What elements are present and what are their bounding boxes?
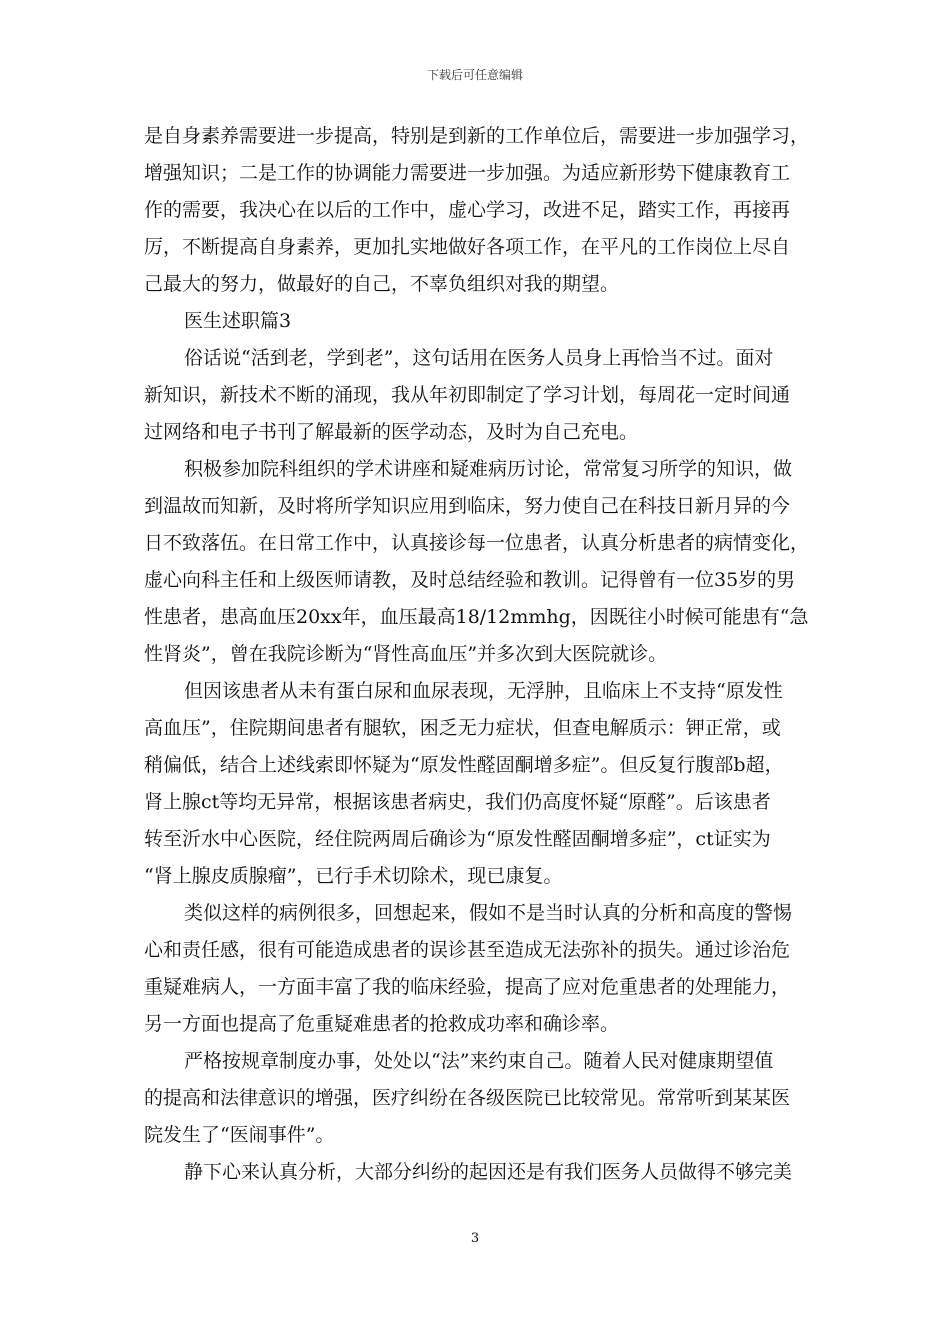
text-line: 过网络和电子书刊了解最新的医学动态，及时为自己充电。 [144, 421, 639, 443]
text-line: 己最大的努力，做最好的自己，不辜负组织对我的期望。 [144, 273, 620, 295]
text-line: 严格按规章制度办事，处处以“法”来约束自己。随着人民对健康期望值 [184, 1050, 774, 1072]
text-line: 俗话说“活到老，学到老”，这句话用在医务人员身上再恰当不过。面对 [184, 347, 774, 369]
text-line: 心和责任感，很有可能造成患者的误诊甚至造成无法弥补的损失。通过诊治危 [144, 939, 791, 961]
page-header: 下载后可任意编辑 [426, 68, 523, 82]
text-line: 静下心来认真分析，大部分纠纷的起因还是有我们医务人员做得不够完美 [184, 1161, 793, 1183]
text-line: “肾上腺皮质腺瘤”，已行手术切除术，现已康复。 [144, 865, 563, 887]
text-line: 是自身素养需要进一步提高，特别是到新的工作单位后，需要进一步加强学习， [144, 125, 810, 147]
text-line: 院发生了“医闹事件”。 [144, 1124, 335, 1146]
text-line: 日不致落伍。在日常工作中，认真接诊每一位患者，认真分析患者的病情变化， [144, 532, 810, 554]
section-heading: 医生述职篇3 [184, 310, 292, 332]
text-line: 增强知识；二是工作的协调能力需要进一步加强。为适应新形势下健康教育工 [144, 162, 791, 184]
text-line: 稍偏低，结合上述线索即怀疑为“原发性醛固酮增多症”。但反复行腹部b超， [144, 754, 784, 776]
text-line: 高血压”，住院期间患者有腿软，困乏无力症状，但查电解质示：钾正常，或 [144, 717, 781, 739]
text-line: 性患者，患高血压20xx年，血压最高18/12mmhg，因既往小时候可能患有“急 [144, 606, 809, 628]
text-line: 积极参加院科组织的学术讲座和疑难病历讨论，常常复习所学的知识，做 [184, 458, 793, 480]
text-line: 性肾炎”，曾在我院诊断为“肾性高血压”并多次到大医院就诊。 [144, 643, 668, 665]
text-line: 重疑难病人，一方面丰富了我的临床经验，提高了应对危重患者的处理能力， [144, 976, 791, 998]
text-line: 类似这样的病例很多，回想起来，假如不是当时认真的分析和高度的警惕 [184, 902, 793, 924]
text-line: 另一方面也提高了危重疑难患者的抢救成功率和确诊率。 [144, 1013, 620, 1035]
text-line: 到温故而知新，及时将所学知识应用到临床，努力使自己在科技日新月异的今 [144, 495, 791, 517]
text-line: 的提高和法律意识的增强，医疗纠纷在各级医院已比较常见。常常听到某某医 [144, 1087, 791, 1109]
text-line: 肾上腺ct等均无异常，根据该患者病史，我们仍高度怀疑“原醛”。后该患者 [144, 791, 771, 813]
document-body [144, 118, 808, 1191]
text-line: 转至沂水中心医院，经住院两周后确诊为“原发性醛固酮增多症”，ct证实为 [144, 828, 771, 850]
text-line: 作的需要，我决心在以后的工作中，虚心学习，改进不足，踏实工作，再接再 [144, 199, 791, 221]
text-line: 厉，不断提高自身素养，更加扎实地做好各项工作，在平凡的工作岗位上尽自 [144, 236, 791, 258]
text-line: 新知识，新技术不断的涌现，我从年初即制定了学习计划，每周花一定时间通 [144, 384, 791, 406]
page-number: 3 [470, 1231, 480, 1246]
text-line: 但因该患者从未有蛋白尿和血尿表现，无浮肿，且临床上不支持“原发性 [184, 680, 783, 702]
text-line: 虚心向科主任和上级医师请教，及时总结经验和教训。记得曾有一位35岁的男 [144, 569, 796, 591]
